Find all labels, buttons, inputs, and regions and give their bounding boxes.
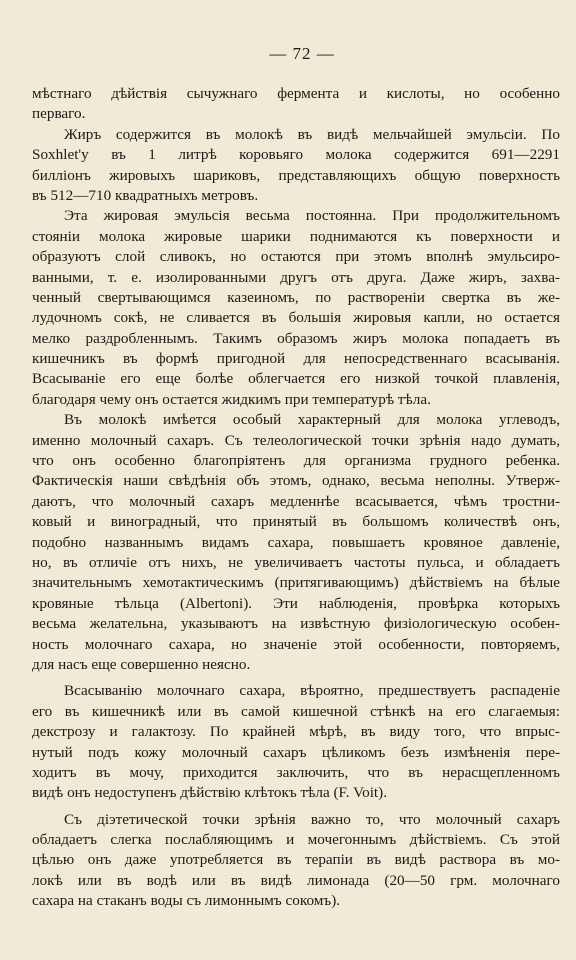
paragraph: [32, 681, 560, 803]
text-line: лудочномъ сокѣ, не сливается въ большія жировыя капли, но остается: [32, 309, 560, 327]
text-line: Всасываніе его еще болѣе облегчается его низкой точкой плавленія,: [32, 370, 560, 388]
text-line: именно молочный сахаръ. Съ телеологической точки зрѣнія надо думать,: [32, 431, 560, 449]
text-line: ность молочнаго сахара, но значеніе этой особенности, повторяемъ,: [32, 635, 560, 653]
paragraph: [32, 206, 560, 410]
text-line: ванными, т. е. изолированными другъ отъ друга. Даже жиръ, захва-: [32, 268, 560, 286]
text-line: но, въ отличіе отъ нихъ, не увеличиваетъ частоты пульса, и обладаетъ: [32, 553, 560, 571]
text-line: локѣ или въ водѣ или въ видѣ лимонада (20—50 грм. молочнаго: [32, 871, 560, 889]
text-line: Soxhlet'у въ 1 литрѣ коровьяго молока содержится 691—2291: [32, 146, 560, 164]
text-line: даютъ, что молочный сахаръ медленнѣе всасывается, чѣмъ тростни-: [32, 492, 560, 510]
text-line: для насъ еще совершенно неясно.: [32, 655, 251, 673]
text-line: стояніи молока жировые шарики поднимаются къ поверхности и: [32, 227, 560, 245]
text-line: перваго.: [32, 105, 86, 123]
text-line: цѣлью онъ даже употребляется въ терапіи въ видѣ раствора въ мо-: [32, 851, 560, 869]
text-line: кишечникъ въ формѣ пригодной для непосредственнаго всасыванія.: [32, 350, 560, 368]
text-line: кровяные тѣльца (Albertoni). Эти наблюденія, провѣрка которыхъ: [32, 594, 560, 612]
text-line: обладаетъ слегка послабляющимъ и мочегоннымъ дѣйствіемъ. Съ этой: [32, 831, 560, 849]
text-line: ходитъ въ мочу, приходится заключить, что въ нерасщепленномъ: [32, 763, 560, 781]
text-line: Въ молокѣ имѣется особый характерный для молока углеводъ,: [64, 411, 560, 429]
paragraph: [32, 84, 560, 125]
text-line: подобно названнымъ видамъ сахара, повышаетъ кровяное давленіе,: [32, 533, 560, 551]
paragraph: [32, 810, 560, 912]
text-line: декстрозу и галактозу. По крайней мѣрѣ, въ виду того, что впрыс-: [32, 723, 560, 741]
paragraph: [32, 125, 560, 207]
text-line: нутый подъ кожу молочный сахаръ цѣликомъ безъ измѣненія пере-: [32, 743, 560, 761]
text-line: Жиръ содержится въ молокѣ въ видѣ мельчайшей эмульсіи. По: [64, 125, 560, 143]
text-line: Фактическія наши свѣдѣнія объ этомъ, однако, весьма неполны. Утверж-: [32, 472, 560, 490]
paragraph: [32, 410, 560, 675]
text-line: мѣстнаго дѣйствія сычужнаго фермента и кислоты, но особенно: [32, 85, 560, 102]
text-line: мелко раздробленнымъ. Такимъ образомъ жиръ молока попадаетъ въ: [32, 329, 560, 347]
text-line: весьма желательна, указываютъ на извѣстную физіологическую особен-: [32, 615, 560, 633]
text-line: въ 512—710 квадратныхъ метровъ.: [32, 186, 259, 204]
text-line: значительнымъ хемотактическимъ (притягивающимъ) дѣйствіемъ на бѣлые: [32, 574, 560, 592]
text-line: благодаря чему онъ остается жидкимъ при температурѣ тѣла.: [32, 390, 431, 408]
page-number: — 72 —: [269, 44, 335, 63]
text-line: видѣ онъ недоступенъ дѣйствію клѣтокъ тѣла (F. Voit).: [32, 784, 388, 802]
text-line: что онъ особенно благопріятенъ для организма грудного ребенка.: [32, 452, 560, 470]
text-line: ковый и виноградный, что принятый въ большомъ количествѣ онъ,: [32, 513, 560, 531]
body-text: [32, 84, 560, 912]
text-line: Съ діэтетической точки зрѣнія важно то, что молочный сахаръ: [64, 810, 560, 828]
text-line: образуютъ слой сливокъ, но остаются при этомъ вполнѣ эмульсиро-: [32, 248, 560, 266]
text-line: Эта жировая эмульсія весьма постоянна. При продолжительномъ: [64, 207, 560, 225]
text-line: билліонъ жировыхъ шариковъ, представляющихъ общую поверхность: [32, 166, 560, 184]
text-line: ченный свертывающимся казеиномъ, по раствореніи свертка въ же-: [32, 288, 560, 306]
text-line: Всасыванію молочнаго сахара, вѣроятно, предшествуетъ распаденіе: [64, 682, 560, 700]
text-line: сахара на стаканъ воды съ лимоннымъ сокомъ).: [32, 892, 341, 910]
text-line: его въ кишечникѣ или въ самой кишечной стѣнкѣ на его слагаемыя:: [32, 702, 560, 720]
